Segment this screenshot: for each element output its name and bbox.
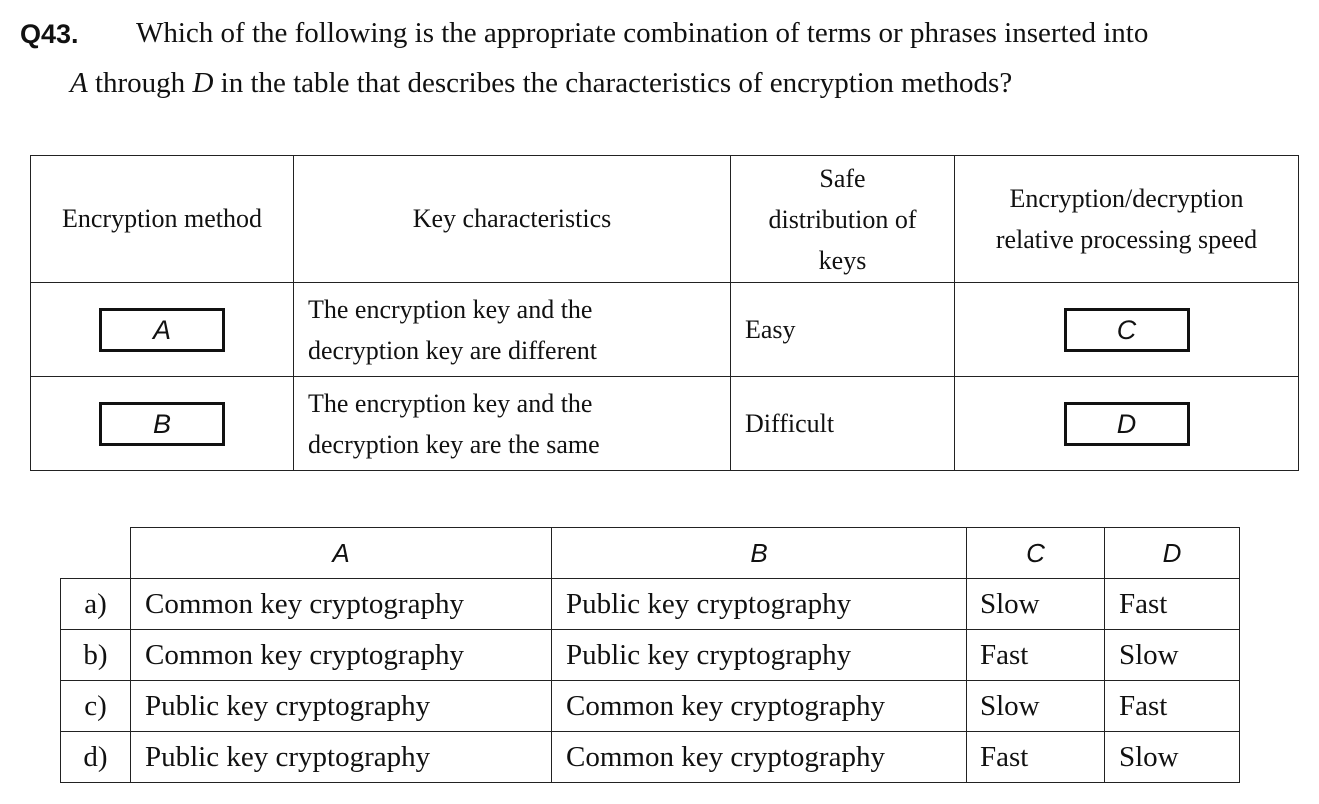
answer-option-label[interactable]: d) bbox=[61, 732, 131, 783]
question-var-d: D bbox=[192, 67, 214, 99]
answer-header-d: D bbox=[1105, 528, 1240, 579]
question-text-line1: Which of the following is the appropriate combination of terms or phrases inserted into bbox=[136, 17, 1149, 49]
key-line2: decryption key are the same bbox=[308, 429, 600, 459]
answer-option-label[interactable]: b) bbox=[61, 630, 131, 681]
key-line1: The encryption key and the bbox=[308, 388, 593, 418]
answer-cell-d: Slow bbox=[1105, 732, 1240, 783]
distribution-cell: Easy bbox=[731, 283, 955, 377]
answer-header-b: B bbox=[552, 528, 967, 579]
question-text-rest: in the table that describes the characteristics of encryption methods? bbox=[213, 67, 1013, 99]
answer-cell-b: Public key cryptography bbox=[552, 579, 967, 630]
answer-cell-c: Fast bbox=[967, 732, 1105, 783]
header-encryption-method: Encryption method bbox=[31, 156, 294, 283]
answer-cell-d: Fast bbox=[1105, 579, 1240, 630]
answer-cell-c: Fast bbox=[967, 630, 1105, 681]
table-row bbox=[31, 377, 1299, 471]
header-dist-line2: distribution of bbox=[768, 204, 917, 234]
answer-cell-a: Public key cryptography bbox=[131, 681, 552, 732]
table-header-row bbox=[31, 156, 1299, 283]
question-var-a: A bbox=[70, 67, 88, 99]
header-key-characteristics: Key characteristics bbox=[294, 156, 731, 283]
header-speed-line1: Encryption/decryption bbox=[1009, 184, 1244, 213]
answer-cell-b: Common key cryptography bbox=[552, 732, 967, 783]
answer-row[interactable] bbox=[61, 579, 1240, 630]
answer-cell-d: Fast bbox=[1105, 681, 1240, 732]
answer-header-row bbox=[61, 528, 1240, 579]
answer-cell-b: Common key cryptography bbox=[552, 681, 967, 732]
answer-row[interactable] bbox=[61, 630, 1240, 681]
key-characteristics-cell bbox=[294, 377, 731, 471]
answer-cell-a: Common key cryptography bbox=[131, 579, 552, 630]
table-row bbox=[31, 283, 1299, 377]
method-cell bbox=[31, 283, 294, 377]
answer-header-corner bbox=[61, 528, 131, 579]
answer-cell-c: Slow bbox=[967, 681, 1105, 732]
answer-option-label[interactable]: a) bbox=[61, 579, 131, 630]
distribution-cell: Difficult bbox=[731, 377, 955, 471]
question-number: Q43. bbox=[20, 19, 79, 49]
blank-box-b: B bbox=[99, 402, 225, 446]
key-line1: The encryption key and the bbox=[308, 294, 593, 324]
answer-cell-b: Public key cryptography bbox=[552, 630, 967, 681]
answer-cell-c: Slow bbox=[967, 579, 1105, 630]
method-cell bbox=[31, 377, 294, 471]
speed-cell bbox=[955, 283, 1299, 377]
speed-cell bbox=[955, 377, 1299, 471]
header-safe-distribution bbox=[731, 156, 955, 283]
answer-row[interactable] bbox=[61, 681, 1240, 732]
header-speed-line2: relative processing speed bbox=[995, 225, 1258, 254]
answer-header-a: A bbox=[131, 528, 552, 579]
encryption-characteristics-table bbox=[30, 155, 1299, 471]
answer-cell-a: Common key cryptography bbox=[131, 630, 552, 681]
header-processing-speed bbox=[955, 156, 1299, 283]
header-dist-line1: Safe bbox=[819, 163, 866, 193]
answer-header-c: C bbox=[967, 528, 1105, 579]
answer-cell-a: Public key cryptography bbox=[131, 732, 552, 783]
blank-box-d: D bbox=[1064, 402, 1190, 446]
header-dist-line3: keys bbox=[818, 245, 867, 275]
answer-choices-table bbox=[60, 527, 1240, 783]
answer-cell-d: Slow bbox=[1105, 630, 1240, 681]
question-text-line2 bbox=[70, 69, 1012, 98]
question-text-through: through bbox=[87, 67, 193, 99]
blank-box-a: A bbox=[99, 308, 225, 352]
key-line2: decryption key are different bbox=[308, 335, 597, 365]
answer-option-label[interactable]: c) bbox=[61, 681, 131, 732]
blank-box-c: C bbox=[1064, 308, 1190, 352]
key-characteristics-cell bbox=[294, 283, 731, 377]
answer-row[interactable] bbox=[61, 732, 1240, 783]
